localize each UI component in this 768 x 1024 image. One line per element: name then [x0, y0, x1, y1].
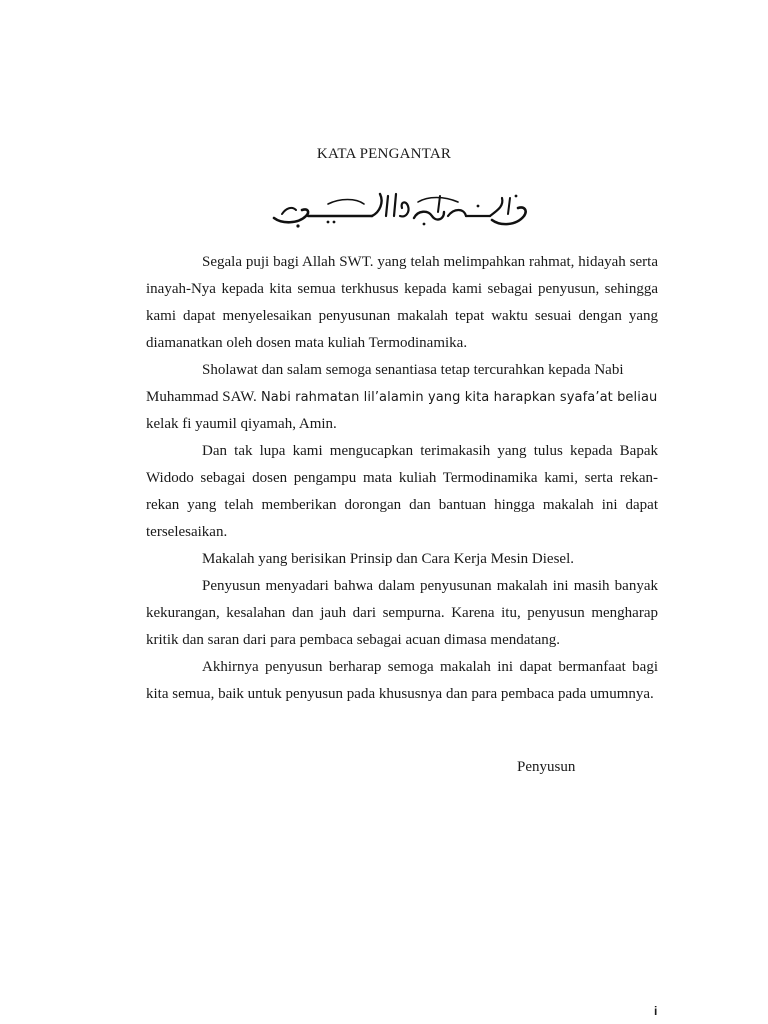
- signature: Penyusun: [517, 759, 576, 775]
- paragraph-thanks: Dan tak lupa kami mengucapkan terimakasih yang tulus kepada Bapak Widodo sebagai dosen pengampu mata kuliah Termodinamika kami, serta rekan-rekan yang telah memberikan dorongan dan bantuan hingga makalah ini dapat terselesaikan.: [146, 443, 658, 540]
- body-text: [146, 249, 658, 708]
- basmalah-calligraphy-icon: [268, 188, 534, 230]
- sholawat-line-2-serif: Muhammad SAW.: [146, 389, 257, 405]
- paragraph-shortcomings: Penyusun menyadari bahwa dalam penyusunan makalah ini masih banyak kekurangan, kesalahan dan jauh dari sempurna. Karena itu, penyusun mengharap kritik dan saran dari para pembaca sebagai acuan dimasa mendatang.: [146, 578, 658, 648]
- paragraph-sholawat: [146, 357, 658, 438]
- sholawat-line-2: [146, 384, 658, 411]
- sholawat-line-3: kelak fi yaumil qiyamah, Amin.: [146, 416, 337, 432]
- paragraph-topic: Makalah yang berisikan Prinsip dan Cara Kerja Mesin Diesel.: [202, 551, 574, 567]
- sholawat-line-2-sans: Nabi rahmatan lil’alamin yang kita harapkan syafa’at beliau: [256, 390, 658, 405]
- paragraph-opening: Segala puji bagi Allah SWT. yang telah melimpahkan rahmat, hidayah serta inayah-Nya kepada kita semua terkhusus kepada kami sebagai penyusun, sehingga kami dapat menyelesaikan penyusunan makalah tepat waktu sesuai dengan yang diamanatkan oleh dosen mata kuliah Termodinamika.: [146, 254, 658, 351]
- page-number: i: [654, 1004, 658, 1018]
- sholawat-line-1: Sholawat dan salam semoga senantiasa tetap tercurahkan kepada Nabi: [202, 362, 624, 378]
- paragraph-closing: Akhirnya penyusun berharap semoga makalah ini dapat bermanfaat bagi kita semua, baik untuk penyusun pada khususnya dan para pembaca pada umumnya.: [146, 659, 658, 702]
- page-title: KATA PENGANTAR: [316, 146, 452, 162]
